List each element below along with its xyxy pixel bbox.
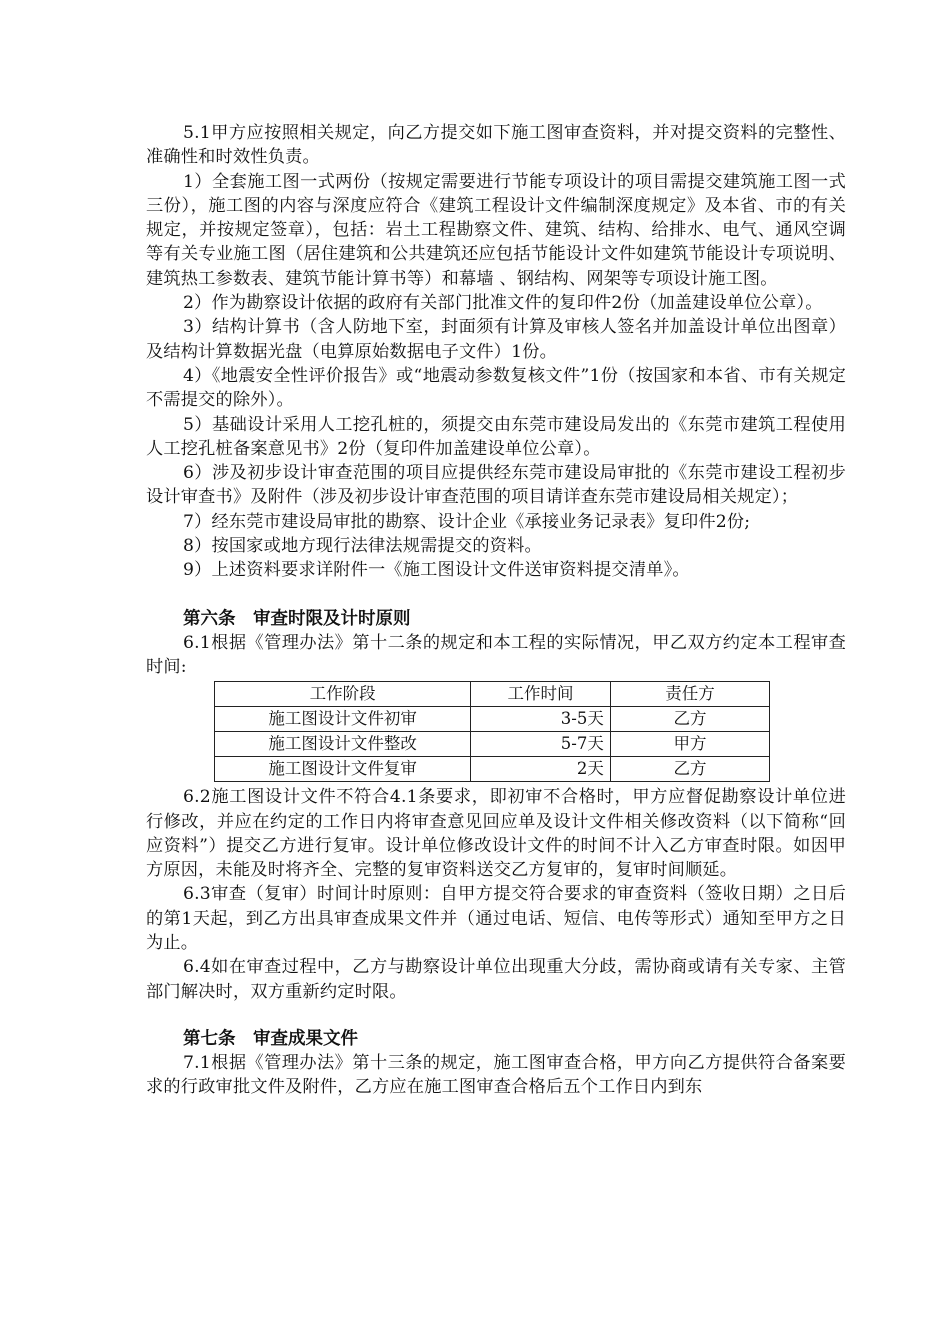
clause-5-1: 5.1甲方应按照相关规定，向乙方提交如下施工图审查资料，并对提交资料的完整性、准确性和时效性负责。: [146, 123, 846, 168]
spacer: [146, 1004, 846, 1027]
clause-5-1-item-4: 4）《地震安全性评价报告》或“地震动参数复核文件”1份（按国家和本省、市有关规定不需提交的除外）。: [146, 365, 846, 411]
table-row: [215, 707, 770, 732]
table-cell-time: 2天: [471, 757, 611, 782]
clause-5-1-item-5: 5）基础设计采用人工挖孔桩的，须提交由东莞市建设局发出的《东莞市建筑工程使用人工挖孔桩备案意见书》2份（复印件加盖建设单位公章）。: [146, 414, 846, 459]
table-cell-time: 5-7天: [471, 732, 611, 757]
clause-5-1-item-7: 7）经东莞市建设局审批的勘察、设计企业《承接业务记录表》复印件2份;: [183, 511, 751, 532]
spacer: [146, 583, 846, 607]
table-header-row: [215, 682, 770, 707]
table-row: [215, 757, 770, 782]
table-cell-stage: 施工图设计文件整改: [215, 732, 471, 757]
article-7-heading: 第七条 审查成果文件: [183, 1028, 358, 1049]
table-header-time: 工作时间: [471, 682, 611, 707]
table-cell-stage: 施工图设计文件复审: [215, 757, 471, 782]
clause-5-1-item-3: 3）结构计算书（含人防地下室，封面须有计算及审核人签名并加盖设计单位出图章）及结构计算数据光盘（电算原始数据电子文件）1份。: [146, 317, 846, 362]
table-cell-party: 乙方: [610, 707, 769, 732]
review-schedule-table: [214, 681, 770, 782]
table-header-party: 责任方: [610, 682, 769, 707]
table-header-stage: 工作阶段: [215, 682, 471, 707]
clause-6-4: 6.4如在审查过程中，乙方与勘察设计单位出现重大分歧，需协商或请有关专家、主管部门解决时，双方重新约定时限。: [146, 957, 846, 1002]
table-cell-party: 乙方: [610, 757, 769, 782]
table-cell-stage: 施工图设计文件初审: [215, 707, 471, 732]
document-page: [146, 121, 846, 1100]
article-6-heading: 第六条 审查时限及计时原则: [183, 608, 411, 629]
table-cell-time: 3-5天: [471, 707, 611, 732]
clause-5-1-item-6: 6）涉及初步设计审查范围的项目应提供经东莞市建设局审批的《东莞市建设工程初步设计审查书》及附件（涉及初步设计审查范围的项目请详查东莞市建设局相关规定）；: [146, 463, 846, 508]
table-cell-party: 甲方: [610, 732, 769, 757]
clause-6-3: 6.3审查（复审）时间计时原则：自甲方提交符合要求的审查资料（签收日期）之日后的第1天起，到乙方出具审查成果文件并（通过电话、短信、电传等形式）通知至甲方之日为止。: [146, 884, 846, 954]
clause-6-1: 6.1根据《管理办法》第十二条的规定和本工程的实际情况，甲乙双方约定本工程审查时间:: [146, 632, 846, 677]
clause-6-2: 6.2施工图设计文件不符合4.1条要求，即初审不合格时，甲方应督促勘察设计单位进行修改，并应在约定的工作日内将审查意见回应单及设计文件相关修改资料（以下简称“回应资料”）提交乙方进行复审。设计单位修改设计文件的时间不计入乙方审查时限。如因甲方原因，未能及时将齐全、完整的复审资料送交乙方复审的，复审时间顺延。: [146, 787, 846, 881]
clause-5-1-item-2: 2）作为勘察设计依据的政府有关部门批准文件的复印件2份（加盖建设单位公章）。: [183, 293, 823, 314]
clause-5-1-item-8: 8）按国家或地方现行法律法规需提交的资料。: [183, 536, 542, 557]
clause-5-1-item-1: 1）全套施工图一式两份（按规定需要进行节能专项设计的项目需提交建筑施工图一式三份），施工图的内容与深度应符合《建筑工程设计文件编制深度规定》及本省、市的有关规定，并按规定签章），包括：岩土工程勘察文件、建筑、结构、给排水、电气、通风空调等有关专业施工图（居住建筑和公共建筑还应包括节能设计文件如建筑节能设计专项说明、建筑热工参数表、建筑节能计算书等）和幕墙 、钢结构、网架等专项设计施工图。: [146, 171, 846, 289]
clause-5-1-item-9: 9）上述资料要求详附件一《施工图设计文件送审资料提交清单》。: [183, 560, 690, 581]
table-row: [215, 732, 770, 757]
clause-7-1: 7.1根据《管理办法》第十三条的规定，施工图审查合格，甲方向乙方提供符合备案要求的行政审批文件及附件，乙方应在施工图审查合格后五个工作日内到东: [146, 1052, 846, 1098]
